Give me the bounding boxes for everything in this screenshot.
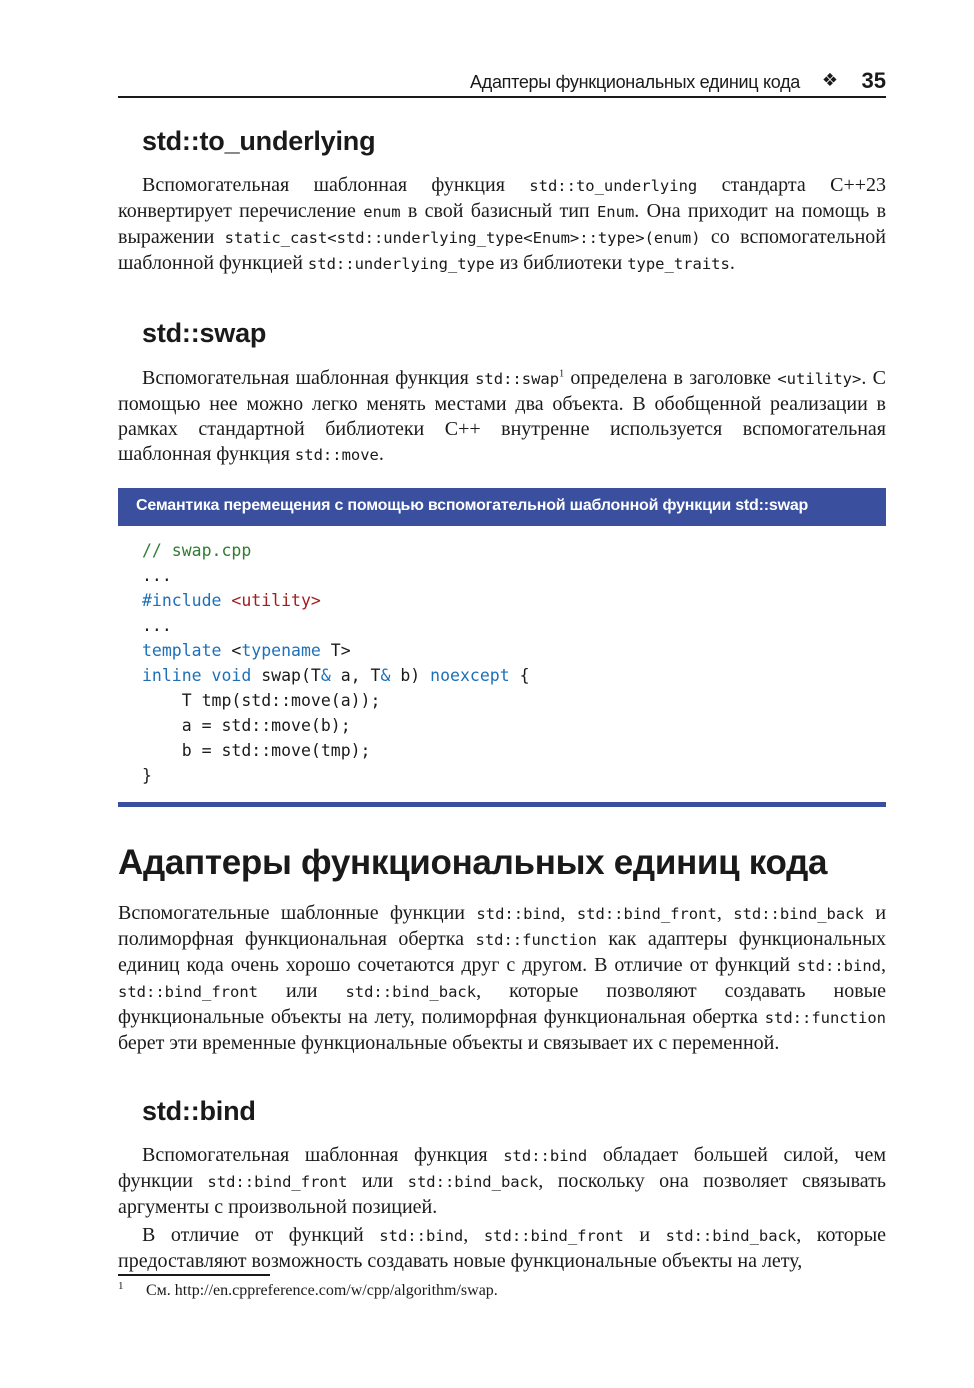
code-line: a = std::move(b);	[181, 716, 351, 735]
running-title: Адаптеры функциональных единиц кода	[470, 72, 800, 92]
paragraph-bind-2: В отличие от функций std::bind, std::bind_front и std::bind_back, которые предоставляют возможность создавать новые функциональные объекты на лету,	[118, 1224, 887, 1272]
code-line: T tmp(std::move(a));	[181, 691, 381, 710]
listing-title: Семантика перемещения с помощью вспомогательной шаблонной функции std::swap	[136, 497, 809, 514]
heading-bind: std::bind	[142, 1096, 256, 1126]
paragraph-swap: Вспомогательная шаблонная функция std::swap$^1$ определена в заголовке <utility>. С помощью нее можно легко менять местами два объекта. В обобщенной реализации в рамках стандартной библиотеки C++ внутренне используется вспомогательная шаблонная функция std::move.	[118, 367, 886, 465]
code-line: ...	[142, 566, 172, 585]
paragraph-adapters: Вспомогательные шаблонные функции std::bind, std::bind_front, std::bind_back и полиморфная функциональная обертка std::function как адаптеры функциональных единиц кода очень хорошо сочетаются друг с другом. В отличие от функций std::bind, std::bind_front или std::bind_back, которые позволяют создавать новые функциональные объекты на лету, полиморфная функциональная обертка std::function берет эти временные функциональные объекты и связывает их с переменной.	[118, 902, 887, 1054]
heading-to-underlying: std::to_underlying	[142, 126, 376, 156]
code-line: ...	[142, 616, 172, 635]
code-listing	[142, 538, 530, 788]
code-line: inline void swap(T& a, T& b) noexcept {	[142, 666, 530, 685]
listing-title-bar	[118, 488, 886, 526]
code-line: // swap.cpp	[142, 541, 252, 560]
ornament-icon: ❖	[821, 70, 838, 91]
code-line: b = std::move(tmp);	[181, 741, 371, 760]
listing-bottom-rule	[118, 802, 886, 807]
code-line: template <typename T>	[142, 641, 351, 660]
footnote-mark: 1	[118, 1280, 124, 1292]
code-line: #include <utility>	[142, 591, 321, 610]
running-head	[118, 68, 886, 98]
footnote-rule	[118, 1274, 270, 1276]
footnote-text[interactable]: См. http://en.cppreference.com/w/cpp/algorithm/swap.	[146, 1282, 498, 1299]
page-number: 35	[861, 68, 886, 93]
paragraph-bind-1: Вспомогательная шаблонная функция std::bind обладает большей силой, чем функции std::bind_front или std::bind_back, поскольку она позволяет связывать аргументы с произвольной позицией.	[118, 1144, 887, 1218]
footnote-ref[interactable]: 1	[559, 368, 565, 380]
chapter-heading: Адаптеры функциональных единиц кода	[118, 843, 828, 882]
code-line: }	[142, 766, 152, 785]
heading-swap: std::swap	[142, 318, 267, 348]
paragraph-to-underlying: Вспомогательная шаблонная функция std::to_underlying стандарта С++23 конвертирует перечисление enum в свой базисный тип Enum. Она приходит на помощь в выражении static_cast<std::underlying_type<Enum>::type>(enum) со вспомогательной шаблонной функцией std::underlying_type из библиотеки type_traits.	[118, 174, 887, 274]
